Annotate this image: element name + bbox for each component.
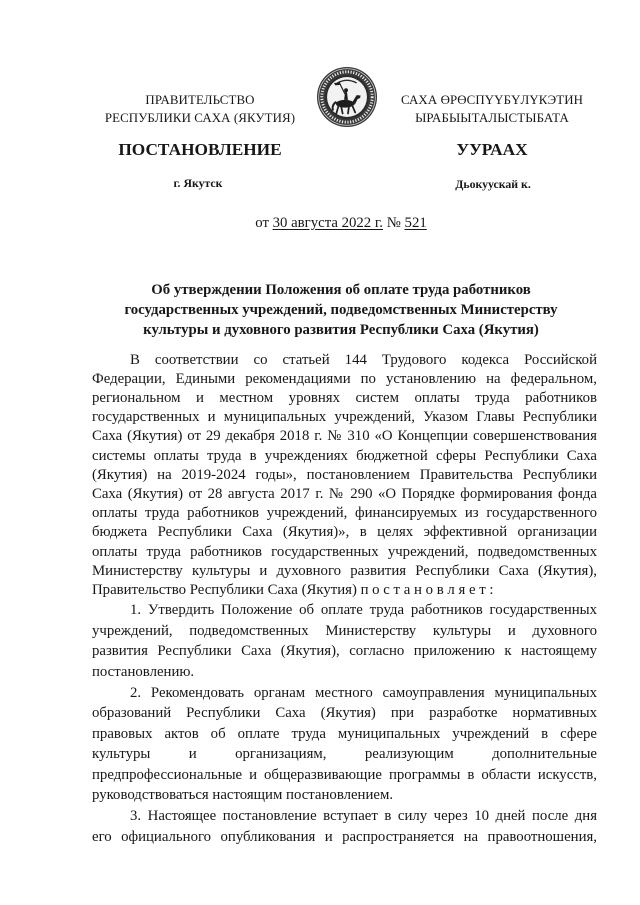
- header-right-org: [382, 91, 602, 127]
- org-name-line: САХА ӨРӨСПҮҮБҮЛҮКЭТИН: [400, 93, 584, 107]
- republic-emblem-icon: [316, 66, 378, 128]
- body-line: образований Республики Саха (Якутия) при разработке нормативных: [92, 705, 597, 722]
- body-line: В соответствии со статьей 144 Трудового кодекса Российской: [130, 351, 597, 368]
- body-line: учреждений, подведомственных Министерству культуры и духовного: [92, 622, 597, 639]
- doc-kind-ru: ПОСТАНОВЛЕНИЕ: [118, 140, 282, 159]
- body-line: бюджета Республики Саха (Якутия)», в целях эффективной организации: [92, 524, 597, 541]
- body-line: постановлению.: [92, 663, 195, 680]
- date-prefix: от: [255, 215, 269, 231]
- body-line: оплаты труда работников государственных учреждений, подведомственных: [92, 543, 597, 560]
- doc-kind-sah: УУРААХ: [456, 140, 528, 159]
- body-line: Федерации, Едиными рекомендациями по установлению на федеральном,: [92, 370, 597, 387]
- org-name-line: РЕСПУБЛИКИ САХА (ЯКУТИЯ): [104, 111, 296, 125]
- body-line: его официального опубликования и распространяется на правоотношения,: [92, 828, 597, 845]
- decree-number: 521: [404, 215, 427, 231]
- body-line: культуры и организациям, реализующим дополнительные: [92, 746, 597, 763]
- body-line: Саха (Якутия) от 28 августа 2017 г. № 290 «О Порядке формирования фонда: [92, 485, 597, 502]
- body-text: [92, 351, 597, 848]
- body-line: Правительство Республики Саха (Якутия) п о с т а н о в л я е т :: [92, 581, 494, 598]
- title-line: культуры и духовного развития Республики Саха (Якутия): [143, 322, 539, 338]
- body-line: Саха (Якутия) от 29 декабря 2018 г. № 310 «О Концепции совершенствования: [92, 428, 597, 445]
- body-line: правовых актов об оплате труда муниципальных учреждений в сфере: [92, 725, 597, 742]
- place-sah: Дьокуускай к.: [455, 177, 531, 191]
- body-line: руководствоваться настоящим постановлением.: [92, 787, 394, 804]
- body-line: Министерству культуры и духовного развития Республики Саха (Якутия),: [92, 562, 597, 579]
- body-line: оплаты труда работников учреждений, финансируемых из государственного: [92, 505, 597, 522]
- body-line: государственных и муниципальных учреждений, Указом Главы Республики: [92, 409, 597, 426]
- body-line: системы оплаты труда в учреждениях бюджетной сферы Республики Саха: [92, 447, 597, 464]
- title-line: Об утверждении Положения об оплате труда работников: [151, 282, 531, 298]
- org-name-line: ЫРАБЫЫТАЛЫСТЫБАТА: [415, 111, 569, 125]
- dateline: [221, 214, 461, 232]
- number-sign: №: [386, 215, 401, 231]
- body-line: развития Республики Саха (Якутия), согласно приложению к настоящему: [92, 643, 597, 660]
- body-line: 2. Рекомендовать органам местного самоуправления муниципальных: [130, 684, 597, 701]
- paragraph-preamble: [92, 351, 597, 601]
- body-line: 3. Настоящее постановление вступает в силу через 10 дней после дня: [130, 808, 597, 825]
- header-left-org: [90, 91, 310, 127]
- body-line: предпрофессиональные и общеразвивающие программы в области искусств,: [92, 766, 597, 783]
- body-line: региональном и местном уровнях систем оплаты труда работников: [92, 389, 597, 406]
- place-ru: г. Якутск: [173, 176, 223, 190]
- body-line: 1. Утвердить Положение об оплате труда работников государственных: [130, 602, 597, 619]
- org-name-line: ПРАВИТЕЛЬСТВО: [145, 93, 255, 107]
- body-line: (Якутия) на 2019-2024 годы», постановлением Правительства Республики: [92, 466, 597, 483]
- paragraph-item-1: [92, 600, 597, 682]
- title-line: государственных учреждений, подведомственных Министерству: [124, 302, 558, 318]
- paragraph-item-2: [92, 683, 597, 807]
- document-title: [91, 280, 591, 340]
- decree-date: 30 августа 2022 г.: [272, 215, 384, 231]
- paragraph-item-3: [92, 806, 597, 847]
